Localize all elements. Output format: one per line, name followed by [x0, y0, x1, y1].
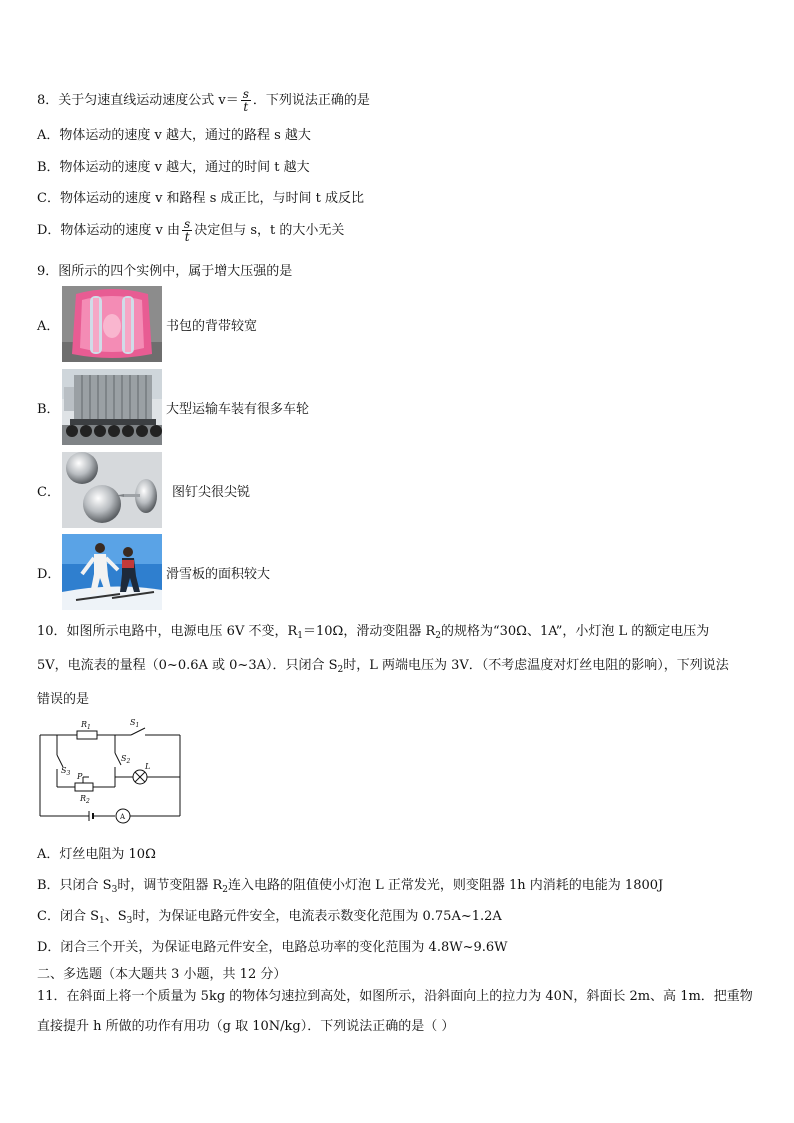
q8-option-a: A．物体运动的速度 v 越大，通过的路程 s 越大 — [37, 128, 311, 143]
label-ammeter: A — [120, 813, 126, 821]
q10-option-a: A．灯丝电阻为 10Ω — [37, 847, 156, 862]
label-s1: $S_1$ — [130, 718, 140, 729]
q8-stem: 8．关于匀速直线运动速度公式 v＝ $\frac{s}{t}$ ．下列说法正确的是 — [37, 87, 370, 114]
q8-option-c: C．物体运动的速度 v 和路程 s 成正比，与时间 t 成反比 — [37, 191, 364, 206]
q9-stem: 9．图所示的四个实例中，属于增大压强的是 — [37, 264, 293, 279]
q9-option-b: B． 大型运输车装有很多车轮 — [37, 369, 309, 445]
q8-option-d: D．物体运动的速度 v 由 $\frac{s}{t}$ 决定但与 s，t 的大小无关 — [37, 217, 345, 244]
q10-option-b: B．只闭合 $S_3$时，调节变阻器 $R_2$连入电路的阻值使小灯泡 L 正常发光，则变阻器 1h 内消耗的电能为 1800J — [37, 878, 664, 895]
velocity-fraction: $\frac{s}{t}$ — [242, 87, 249, 114]
label-s3: $S_3$ — [61, 766, 71, 777]
q10-option-c: C．闭合 $S_1$、$S_3$时，为保证电路元件安全，电流表示数变化范围为 0.75A~1.2A — [37, 909, 502, 926]
q10-line-3: 错误的是 — [37, 692, 90, 707]
q10-stem — [37, 617, 757, 715]
section-heading: 二、多选题（本大题共 3 小题，共 12 分） — [37, 967, 287, 982]
q9-option-a: A． 书包的背带较宽 — [37, 286, 257, 362]
circuit-diagram — [37, 717, 183, 829]
thumbtacks-photo — [62, 452, 162, 528]
label-s2: $S_2$ — [121, 754, 131, 765]
q10-line-2: 5V，电流表的量程（0~0.6A 或 0~3A）．只闭合 $S_2$时，L 两端电压为 3V．（不考虑温度对灯丝电阻的影响），下列说法 — [37, 658, 729, 675]
label-r2: $R_2$ — [80, 794, 90, 805]
transport-truck-photo — [62, 369, 162, 445]
velocity-fraction-d: $\frac{s}{t}$ — [184, 217, 191, 244]
q10-line-1: 10．如图所示电路中，电源电压 6V 不变，$R_1=10\Omega$，滑动变阻器 $R_2$的规格为“30Ω、1A”，小灯泡 L 的额定电压为 — [37, 624, 710, 641]
q9-option-c: C． 图钉尖很尖锐 — [37, 452, 250, 528]
label-p: P — [77, 772, 83, 781]
skiers-photo — [62, 534, 162, 610]
schoolbag-photo — [62, 286, 162, 362]
label-lamp: L — [145, 762, 151, 771]
q8-option-b: B．物体运动的速度 v 越大，通过的时间 t 越大 — [37, 160, 310, 175]
label-r1: $R_1$ — [81, 720, 91, 731]
q11-stem: 11．在斜面上将一个质量为 5kg 的物体匀速拉到高处，如图所示，沿斜面向上的拉力为 40N，斜面长 2m、高 1m．把重物直接提升 h 所做的功作有用功（g 取 10N/kg）．下列说法正确的是（ ） — [37, 989, 753, 1034]
q9-option-d: D． 滑雪板的面积较大 — [37, 534, 270, 610]
q10-option-d: D．闭合三个开关，为保证电路元件安全，电路总功率的变化范围为 4.8W~9.6W — [37, 940, 508, 955]
